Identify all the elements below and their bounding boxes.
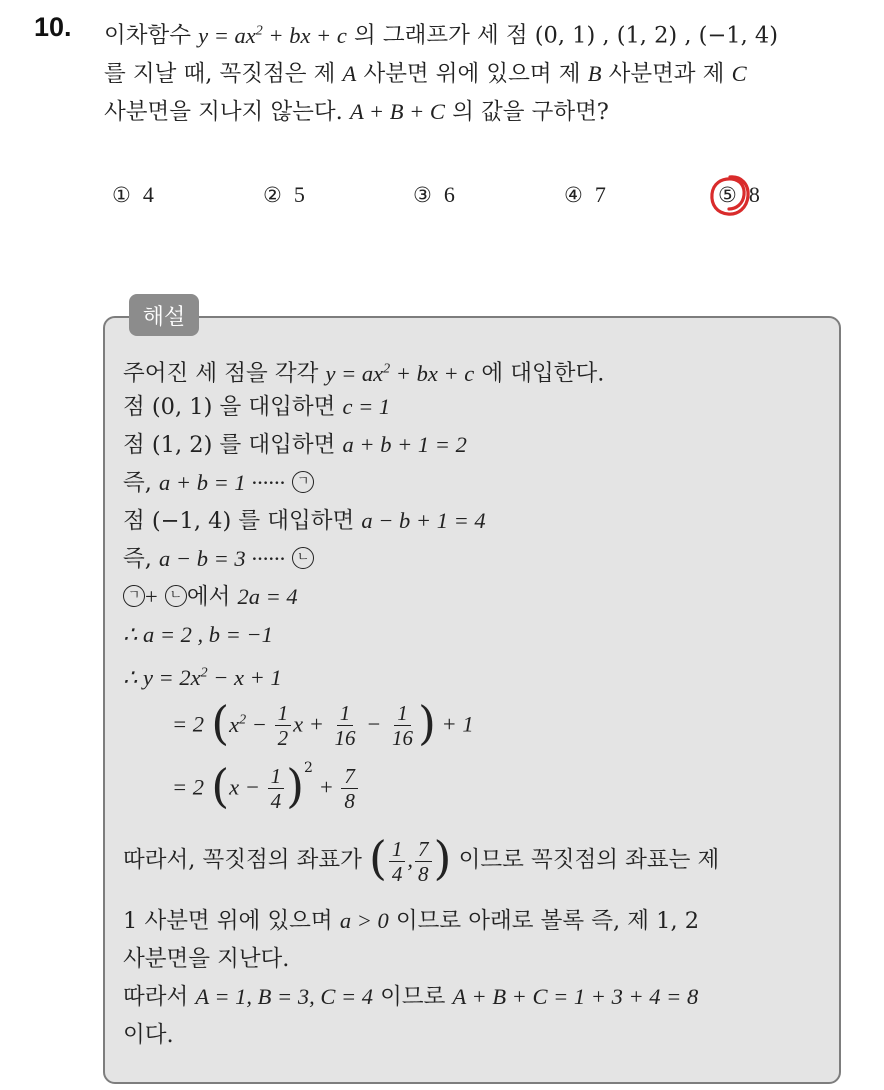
math-text: a + b + 1 = 2 (342, 432, 467, 457)
math-text: 1 (394, 701, 411, 726)
choice-1[interactable] (112, 176, 154, 214)
explanation-line-2 (123, 392, 390, 422)
math-text: ( (368, 831, 387, 885)
math-text: , (407, 847, 414, 872)
question-text-5: 사분면과 제 (608, 60, 725, 87)
math-text: 사분면을 지난다. (123, 946, 290, 972)
math-text: + bx + c (390, 360, 475, 386)
choice-value: 8 (748, 182, 760, 207)
explanation-line-16 (123, 1020, 174, 1050)
math-text: 8 (418, 861, 429, 886)
math-text: ) (433, 831, 452, 885)
choice-3[interactable] (413, 176, 455, 214)
math-text (389, 701, 416, 750)
math-text: 따라서, 꼭짓점의 좌표가 (123, 847, 362, 873)
math-text: a − b = 3 ······ (159, 546, 286, 571)
math-text: 점 (−1, 4) 를 대입하면 (123, 508, 355, 534)
math-text: A + B + C = 1 + 3 + 4 = 8 (452, 984, 699, 1009)
math-text: 점 (0, 1) 을 대입하면 (123, 394, 336, 420)
math-text: 16 (334, 726, 356, 750)
math-text: + (145, 584, 158, 609)
question-text-6: 사분면을 지나지 않는다. (104, 98, 343, 125)
math-text: c = 1 (342, 394, 391, 419)
choice-marker: ① (112, 183, 131, 207)
choice-value: 6 (443, 182, 455, 207)
question-text (104, 12, 874, 131)
var-b: B (587, 60, 602, 86)
math-text: 점 (1, 2) 를 대입하면 (123, 432, 336, 458)
math-text: + 1 (435, 711, 474, 737)
math-text: a > 0 (339, 908, 389, 933)
math-text: + bx + c (262, 22, 347, 48)
question-text-3: 를 지날 때, 꼭짓점은 제 (104, 60, 336, 87)
math-text (341, 764, 358, 813)
math-text: 에 대입한다. (481, 360, 605, 387)
math-text (268, 764, 285, 813)
math-text: 2 (277, 726, 289, 750)
math-text: x + (293, 711, 330, 737)
explanation-line-9 (123, 658, 282, 693)
sum-expression: A + B + C (349, 98, 445, 124)
var-c: C (731, 60, 747, 86)
choice-value: 5 (293, 182, 305, 207)
question-text-1: 이차함수 (104, 22, 191, 49)
choice-marker: ③ (413, 183, 432, 207)
math-text (332, 701, 359, 750)
choice-marker: ⑤ (718, 183, 737, 207)
math-text: 8 (344, 789, 355, 813)
explanation-line-13 (123, 906, 699, 936)
var-a: A (342, 60, 357, 86)
math-text: ∴ $y = 2x^2 - x + 1$ (123, 664, 282, 690)
math-text: 7 (341, 764, 358, 789)
math-text: 이므로 (380, 984, 446, 1010)
explanation-line-8 (123, 620, 273, 650)
explanation-line-12 (123, 831, 720, 886)
explanation-line-11: = 2 (x − $\frac{1}{4}$ )$^2$ + $\frac{7}{8}$ (172, 756, 360, 814)
math-text: ) (417, 695, 436, 750)
math-text: 16 (391, 726, 413, 750)
explanation-line-3 (123, 430, 467, 460)
math-text: = 2 (172, 711, 205, 737)
explanation-line-15 (123, 982, 698, 1012)
explanation-line-4 (123, 468, 314, 498)
math-text (389, 837, 406, 886)
choice-value: 4 (142, 182, 154, 207)
math-text: 4 (391, 861, 403, 886)
math-text: 7 (415, 837, 432, 862)
math-text: 1 (275, 701, 292, 726)
math-text: − x + 1 (207, 664, 282, 690)
circled-nieun: ㄴ (165, 585, 187, 607)
math-text: 1 사분면 위에 있으며 (123, 908, 333, 934)
math-text (275, 701, 292, 750)
choice-2[interactable] (263, 176, 305, 214)
choice-value: 7 (594, 182, 606, 207)
explanation-line-10 (172, 694, 474, 751)
question-text-4: 사분면 위에 있으며 제 (363, 60, 581, 87)
math-text: ∴ a = 2 , b = −1 (123, 622, 273, 647)
explanation-line-1 (123, 354, 604, 389)
math-text: ) (286, 758, 305, 813)
math-text: 따라서 (123, 984, 189, 1010)
math-text: x − (229, 774, 266, 800)
math-text: $y = ax^2$ + bx + c (325, 360, 475, 386)
answer-circle-stroke (712, 177, 748, 214)
math-text: 즉, (123, 546, 152, 572)
math-text: 1 (337, 701, 354, 726)
math-text: + (312, 774, 340, 800)
choice-marker: ④ (564, 183, 583, 207)
math-text: a + b = 1 ······ (159, 470, 286, 495)
math-text: A = 1, B = 3, C = 4 (195, 984, 374, 1009)
math-text: 이므로 꼭짓점의 좌표는 제 (458, 847, 720, 873)
problem-number: 10. (34, 12, 72, 42)
math-text: − (360, 711, 387, 737)
math-text: = 2 (172, 774, 205, 800)
math-text: ( (211, 758, 230, 813)
explanation-line-14 (123, 944, 289, 974)
math-text: $x^2$ − (229, 711, 273, 737)
circled-giyeok: ㄱ (292, 471, 314, 493)
circled-nieun: ㄴ (292, 547, 314, 569)
question-text-7: 의 값을 구하면? (452, 98, 609, 125)
math-text: ∴ y = 2x (123, 664, 201, 690)
explanation-tab: 해설 (129, 294, 199, 336)
question-equation: $y = ax^2$ + bx + c (198, 22, 347, 48)
answer-circle-mark (707, 173, 753, 219)
math-text: 2a = 4 (237, 584, 298, 609)
math-text: 주어진 세 점을 각각 (123, 360, 319, 387)
math-text: a − b + 1 = 4 (361, 508, 486, 533)
explanation-line-5 (123, 506, 486, 536)
math-text: 4 (270, 789, 282, 813)
math-text: 즉, (123, 470, 152, 496)
choice-marker: ② (263, 183, 282, 207)
math-text: x (229, 711, 240, 737)
math-text: 에서 (186, 584, 231, 610)
explanation-line-7 (123, 582, 298, 612)
math-text: y = ax (198, 22, 256, 48)
math-text: 이다. (123, 1022, 174, 1048)
choice-4[interactable] (564, 176, 606, 214)
math-text: 1 (268, 764, 285, 789)
math-text: 1 (389, 837, 406, 862)
math-text (415, 837, 432, 886)
math-text: 이므로 아래로 볼록 즉, 제 1, 2 (395, 908, 700, 934)
math-text: − (246, 711, 273, 737)
math-text: ( (211, 695, 230, 750)
circled-giyeok: ㄱ (123, 585, 145, 607)
question-text-2: 의 그래프가 세 점 (0, 1) , (1, 2) , (−1, 4) (354, 22, 779, 49)
math-text: y = ax (325, 360, 384, 386)
explanation-line-6 (123, 544, 314, 574)
